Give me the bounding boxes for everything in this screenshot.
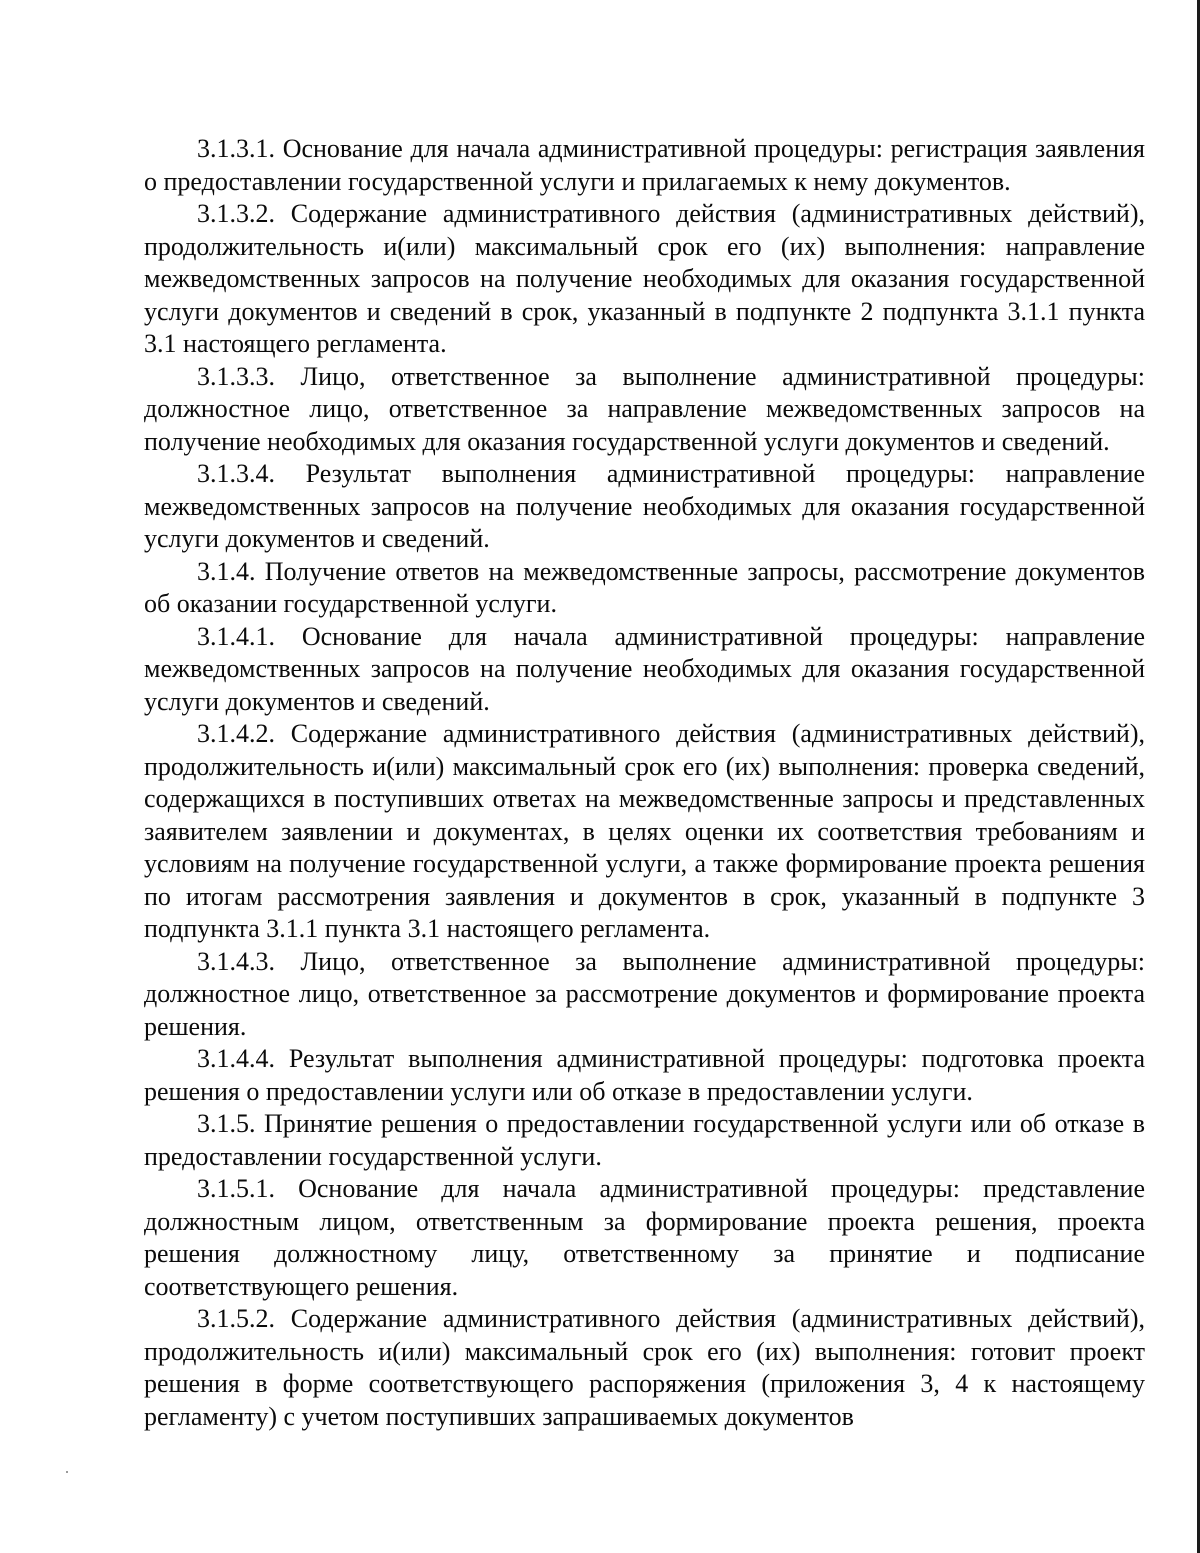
paragraph-3-1-3-1: 3.1.3.1. Основание для начала административной процедуры: регистрация заявления о предоставлении государственной услуги и прилагаемых к нему документов. [144,134,1145,196]
scan-speck [66,1471,68,1473]
paragraph-3-1-4-1: 3.1.4.1. Основание для начала административной процедуры: направление межведомственных запросов на получение необходимых для оказания государственной услуги документов и сведений. [144,621,1145,716]
paragraph-3-1-5-2: 3.1.5.2. Содержание административного действия (административных действий), продолжительность и(или) максимальный срок его (их) выполнения: готовит проект решения в форме соответствующего распоряжения (приложения 3, 4 к настоящему регламенту) с учетом поступивших запрашиваемых документов [144,1304,1145,1431]
paragraph-3-1-5: 3.1.5. Принятие решения о предоставлении государственной услуги или об отказе в предоставлении государственной услуги. [144,1109,1145,1171]
paragraph-3-1-3-3: 3.1.3.3. Лицо, ответственное за выполнение административной процедуры: должностное лицо, ответственное за направление межведомственных запросов на получение необходимых для оказания государственной услуги документов и сведений. [144,361,1145,456]
document-body [144,133,1145,1433]
paragraph-3-1-3-2: 3.1.3.2. Содержание административного действия (административных действий), продолжительность и(или) максимальный срок его (их) выполнения: направление межведомственных запросов на получение необходимых для оказания государственной услуги документов и сведений в срок, указанный в подпункте 2 подпункта 3.1.1 пункта 3.1 настоящего регламента. [144,199,1145,358]
paragraph-3-1-4: 3.1.4. Получение ответов на межведомственные запросы, рассмотрение документов об оказании государственной услуги. [144,556,1145,618]
paragraph-3-1-3-4: 3.1.3.4. Результат выполнения административной процедуры: направление межведомственных запросов на получение необходимых для оказания государственной услуги документов и сведений. [144,459,1145,553]
paragraph-3-1-4-2: 3.1.4.2. Содержание административного действия (административных действий), продолжительность и(или) максимальный срок его (их) выполнения: проверка сведений, содержащихся в поступивших ответах на межведомственные запросы и представленных заявителем заявлении и документах, в целях оценки их соответствия требованиям и условиям на получение государственной услуги, а также формирование проекта решения по итогам рассмотрения заявления и документов в срок, указанный в подпункте 3 подпункта 3.1.1 пункта 3.1 настоящего регламента. [144,719,1145,943]
paragraph-3-1-4-3: 3.1.4.3. Лицо, ответственное за выполнение административной процедуры: должностное лицо, ответственное за рассмотрение документов и формирование проекта решения. [144,946,1145,1041]
paragraph-3-1-4-4: 3.1.4.4. Результат выполнения административной процедуры: подготовка проекта решения о предоставлении услуги или об отказе в предоставлении услуги. [144,1044,1145,1106]
paragraph-3-1-5-1: 3.1.5.1. Основание для начала административной процедуры: представление должностным лицом, ответственным за формирование проекта решения, проекта решения должностному лицу, ответственному за принятие и подписание соответствующего решения. [144,1174,1145,1301]
